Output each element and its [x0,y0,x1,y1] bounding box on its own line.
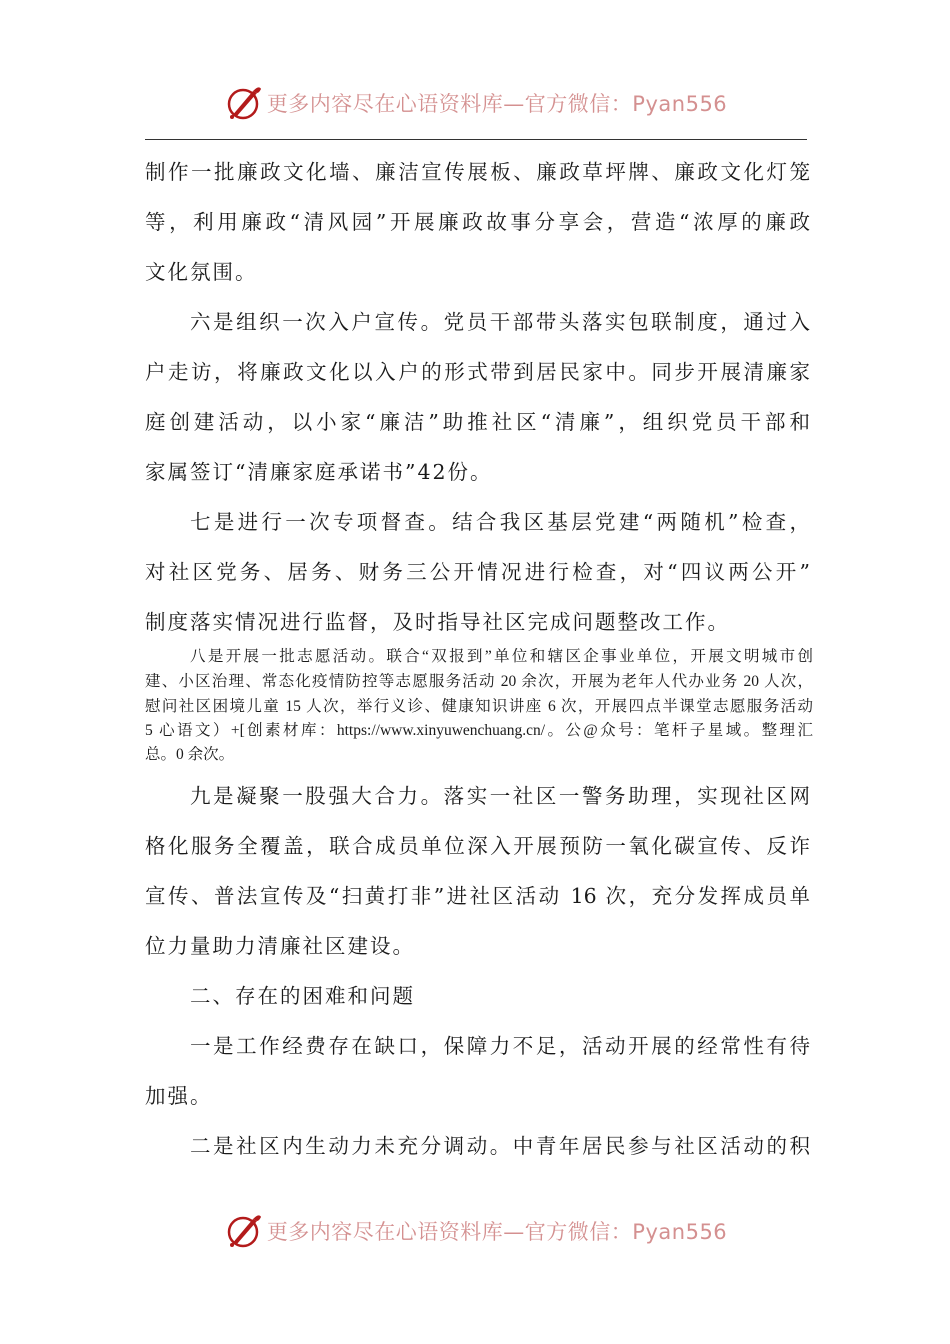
footer-banner [0,1211,950,1251]
header-banner [0,83,950,123]
body-line: 一是工作经费存在缺口，保障力不足，活动开展的经常性有待 [190,1034,810,1058]
body-line: 对社区党务、居务、财务三公开情况进行检查，对“四议两公开” [145,560,810,584]
body-line: 户走访，将廉政文化以入户的形式带到居民家中。同步开展清廉家 [145,360,810,384]
small-text-line: 八是开展一批志愿活动。联合“双报到”单位和辖区企事业单位，开展文明城市创 [190,648,813,665]
body-line: 二是社区内生动力未充分调动。中青年居民参与社区活动的积 [190,1134,810,1158]
body-line: 六是组织一次入户宣传。党员干部带头落实包联制度，通过入 [190,310,810,334]
body-line: 制度落实情况进行监督，及时指导社区完成问题整改工作。 [145,610,730,634]
small-text-line: 建、小区治理、常态化疫情防控等志愿服务活动 20 余次，开展为老年人代办业务 20 人次， [145,673,813,690]
body-line: 庭创建活动，以小家“廉洁”助推社区“清廉”，组织党员干部和 [145,410,810,434]
small-text-line: 5 心语文）+[创素材库：https://www.xinyuwenchuang.cn/。公@众号：笔杆子星域。整理汇 [145,722,813,739]
body-line: 位力量助力清廉社区建设。 [145,934,415,958]
section-heading: 二、存在的困难和问题 [190,984,415,1008]
header-banner-text: 更多内容尽在心语资料库—官方微信：Pyan556 [266,92,728,116]
body-line: 家属签订“清廉家庭承诺书”42份。 [145,460,493,484]
quill-pen-seal-icon [223,1211,263,1251]
body-line: 宣传、普法宣传及“扫黄打非”进社区活动 16 次，充分发挥成员单 [145,884,810,908]
body-line: 七是进行一次专项督查。结合我区基层党建“两随机”检查， [190,510,810,534]
small-text-line: 慰问社区困境儿童 15 人次，举行义诊、健康知识讲座 6 次，开展四点半课堂志愿服务活动 [145,698,813,715]
small-text-line: 总。0 余次。 [145,746,235,763]
footer-banner-text: 更多内容尽在心语资料库—官方微信：Pyan556 [266,1220,728,1244]
body-line: 等，利用廉政“清风园”开展廉政故事分享会，营造“浓厚的廉政 [145,210,810,234]
body-line: 格化服务全覆盖，联合成员单位深入开展预防一氧化碳宣传、反诈 [145,834,810,858]
body-line: 文化氛围。 [145,260,258,284]
header-divider [145,139,807,140]
body-line: 制作一批廉政文化墙、廉洁宣传展板、廉政草坪牌、廉政文化灯笼 [145,160,810,184]
quill-pen-seal-icon [223,83,263,123]
body-line: 加强。 [145,1084,213,1108]
body-line: 九是凝聚一股强大合力。落实一社区一警务助理，实现社区网 [190,784,810,808]
